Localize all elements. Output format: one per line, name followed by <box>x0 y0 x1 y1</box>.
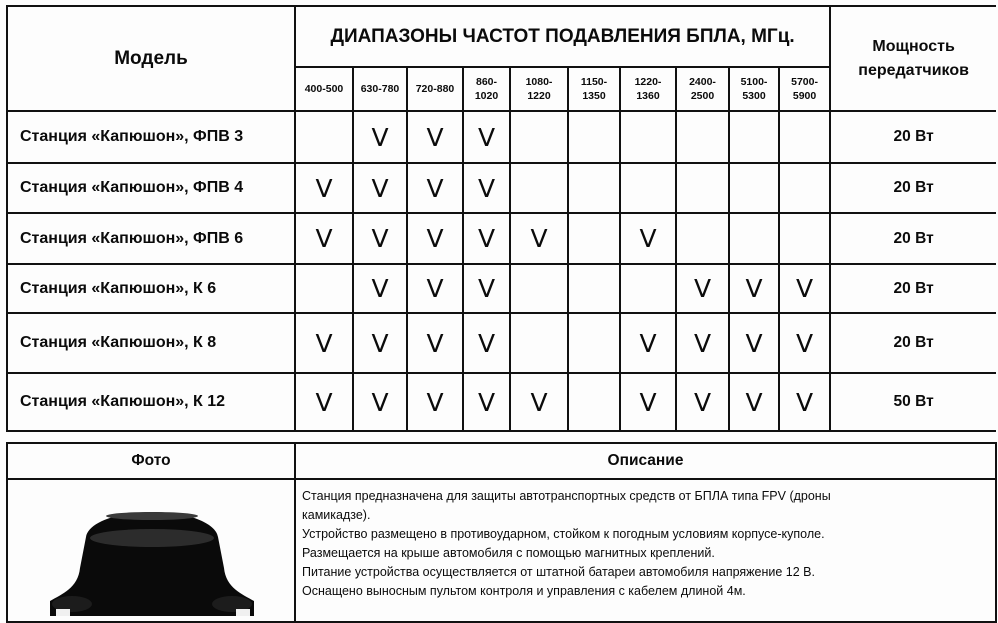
band-support-mark <box>568 264 620 313</box>
band-support-mark <box>779 163 830 213</box>
band-support-mark: V <box>463 264 510 313</box>
band-support-mark: V <box>463 163 510 213</box>
power-header-line1: Мощность <box>872 38 955 56</box>
band-header <box>729 67 779 111</box>
band-support-mark: V <box>353 163 407 213</box>
band-support-mark: V <box>407 264 463 313</box>
band-header <box>463 67 510 111</box>
band-support-mark <box>510 264 568 313</box>
band-range-start: 5100- <box>740 75 768 88</box>
band-support-mark: V <box>353 313 407 373</box>
band-support-mark: V <box>620 313 676 373</box>
band-support-mark <box>676 213 729 264</box>
band-support-mark: V <box>779 313 830 373</box>
model-name: Станция «Капюшон», К 6 <box>7 264 295 313</box>
model-row <box>7 264 996 313</box>
description-header-row <box>7 443 996 479</box>
band-header <box>295 67 353 111</box>
band-support-mark: V <box>510 373 568 431</box>
band-support-mark <box>295 111 353 163</box>
model-name: Станция «Капюшон», К 12 <box>7 373 295 431</box>
band-range-end: 1350 <box>582 90 606 102</box>
band-range-end: 2500 <box>690 90 715 102</box>
band-range-end: 1220 <box>527 90 551 102</box>
band-support-mark: V <box>676 373 729 431</box>
model-row <box>7 313 996 373</box>
description-line: Станция предназначена для защиты автотранспортных средств от БПЛА типа FPV (дроны <box>302 489 831 503</box>
model-row <box>7 213 996 264</box>
power-header <box>830 6 996 111</box>
band-support-mark <box>779 213 830 264</box>
band-support-mark <box>729 111 779 163</box>
band-range-end: 5900 <box>792 90 817 102</box>
band-support-mark: V <box>463 313 510 373</box>
model-row <box>7 111 996 163</box>
band-support-mark: V <box>407 313 463 373</box>
band-support-mark <box>568 163 620 213</box>
band-support-mark <box>295 264 353 313</box>
bands-header: ДИАПАЗОНЫ ЧАСТОТ ПОДАВЛЕНИЯ БПЛА, МГц. <box>295 6 830 67</box>
band-header <box>407 67 463 111</box>
transmitter-power: 20 Вт <box>830 163 996 213</box>
band-support-mark <box>620 264 676 313</box>
band-range-end: 5300 <box>742 90 766 102</box>
description-header: Описание <box>295 443 996 479</box>
model-row <box>7 163 996 213</box>
description-content-row <box>7 479 996 622</box>
band-range-start: 1150- <box>580 75 608 88</box>
band-support-mark: V <box>295 313 353 373</box>
transmitter-power: 20 Вт <box>830 111 996 163</box>
band-header <box>568 67 620 111</box>
band-support-mark <box>510 163 568 213</box>
band-support-mark <box>676 163 729 213</box>
model-header: Модель <box>7 6 295 111</box>
band-support-mark: V <box>620 373 676 431</box>
model-name: Станция «Капюшон», ФПВ 3 <box>7 111 295 163</box>
band-support-mark: V <box>620 213 676 264</box>
band-support-mark: V <box>407 163 463 213</box>
band-support-mark: V <box>407 111 463 163</box>
band-support-mark: V <box>463 111 510 163</box>
band-support-mark: V <box>295 373 353 431</box>
band-range-start: 860- <box>475 75 497 88</box>
transmitter-power: 50 Вт <box>830 373 996 431</box>
band-header <box>353 67 407 111</box>
band-range-end: 1020 <box>474 90 499 102</box>
photo-cell <box>7 479 295 622</box>
band-range-start: 630-780 <box>360 82 400 95</box>
band-support-mark: V <box>779 373 830 431</box>
description-line: Устройство размещено в противоударном, стойком к погодным условиям корпусе-куполе. <box>302 527 825 541</box>
model-name: Станция «Капюшон», ФПВ 4 <box>7 163 295 213</box>
band-range-start: 400-500 <box>304 82 344 95</box>
description-table <box>6 442 997 623</box>
band-header <box>510 67 568 111</box>
band-support-mark <box>568 313 620 373</box>
band-support-mark: V <box>353 264 407 313</box>
band-support-mark: V <box>295 163 353 213</box>
model-name: Станция «Капюшон», К 8 <box>7 313 295 373</box>
band-support-mark: V <box>463 213 510 264</box>
description-line: Оснащено выносным пультом контроля и управления с кабелем длиной 4м. <box>302 584 746 598</box>
description-line: камикадзе). <box>302 508 371 522</box>
band-support-mark: V <box>295 213 353 264</box>
band-support-mark <box>510 313 568 373</box>
frequency-spec-table <box>6 5 996 432</box>
description-line: Питание устройства осуществляется от штатной батареи автомобиля напряжение 12 В. <box>302 565 815 579</box>
band-support-mark: V <box>353 111 407 163</box>
band-support-mark: V <box>407 373 463 431</box>
photo-header: Фото <box>7 443 295 479</box>
band-range-start: 2400- <box>689 75 716 88</box>
power-header-line2: передатчиков <box>858 61 969 79</box>
band-range-start: 720-880 <box>415 82 455 95</box>
band-support-mark <box>568 213 620 264</box>
band-support-mark <box>676 111 729 163</box>
band-support-mark: V <box>510 213 568 264</box>
dome-device-photo <box>8 480 295 616</box>
band-support-mark: V <box>729 373 779 431</box>
band-range-start: 5700- <box>791 75 818 88</box>
model-row <box>7 373 996 431</box>
description-text <box>295 479 996 622</box>
band-support-mark <box>779 111 830 163</box>
band-support-mark: V <box>676 264 729 313</box>
band-header <box>676 67 729 111</box>
band-support-mark: V <box>729 264 779 313</box>
band-support-mark <box>729 213 779 264</box>
band-range-start: 1220- <box>634 75 662 88</box>
transmitter-power: 20 Вт <box>830 213 996 264</box>
transmitter-power: 20 Вт <box>830 313 996 373</box>
header-row <box>7 6 996 67</box>
band-support-mark: V <box>463 373 510 431</box>
band-support-mark: V <box>353 373 407 431</box>
band-support-mark <box>729 163 779 213</box>
band-support-mark <box>510 111 568 163</box>
band-header <box>620 67 676 111</box>
description-line: Размещается на крыше автомобиля с помощью магнитных креплений. <box>302 546 715 560</box>
band-support-mark: V <box>676 313 729 373</box>
band-header <box>779 67 830 111</box>
band-range-start: 1080- <box>525 75 553 88</box>
band-support-mark: V <box>729 313 779 373</box>
band-range-end: 1360 <box>636 90 660 102</box>
model-name: Станция «Капюшон», ФПВ 6 <box>7 213 295 264</box>
band-support-mark <box>620 111 676 163</box>
band-support-mark: V <box>407 213 463 264</box>
band-support-mark: V <box>779 264 830 313</box>
band-support-mark <box>568 373 620 431</box>
band-support-mark: V <box>353 213 407 264</box>
band-support-mark <box>568 111 620 163</box>
transmitter-power: 20 Вт <box>830 264 996 313</box>
band-support-mark <box>620 163 676 213</box>
